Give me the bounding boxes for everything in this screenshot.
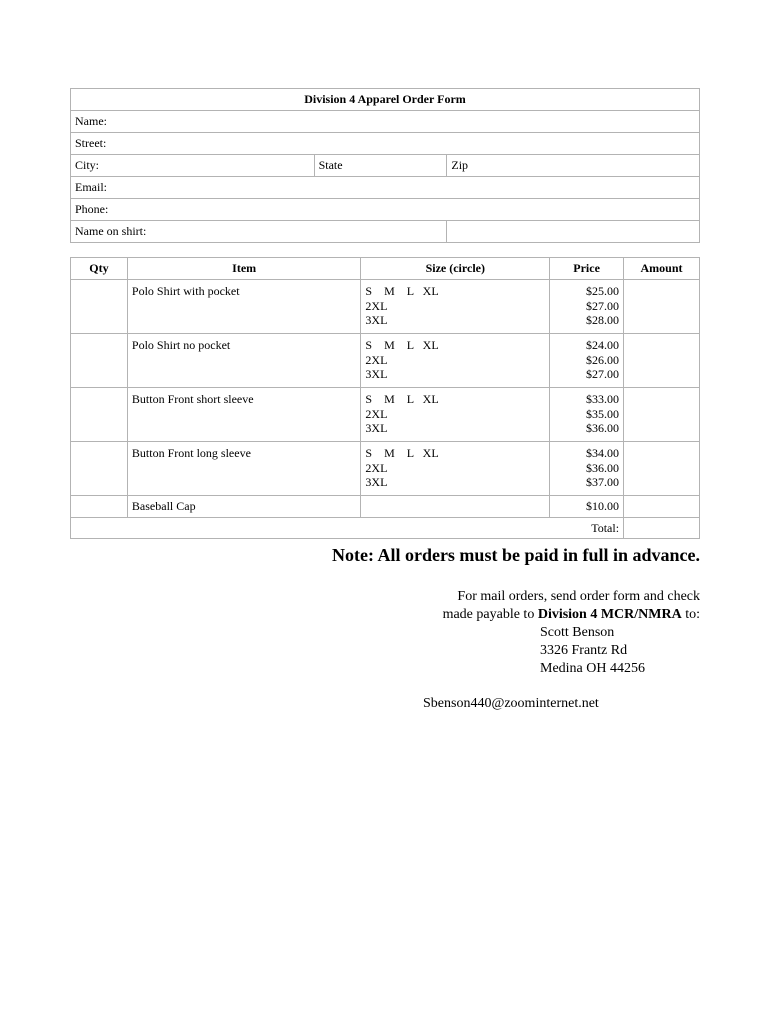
- mail-line-2: [443, 606, 700, 624]
- payable-suffix: to:: [681, 607, 700, 622]
- total-row: [71, 518, 700, 539]
- qty-cell[interactable]: [71, 442, 128, 496]
- item-name: Baseball Cap: [127, 496, 361, 518]
- order-row: [71, 334, 700, 388]
- amount-cell[interactable]: [624, 442, 700, 496]
- payee-name: Division 4 MCR/NMRA: [537, 607, 682, 622]
- order-row: [71, 280, 700, 334]
- size-line: 2XL: [365, 406, 388, 421]
- price-cell: [550, 280, 624, 334]
- payable-prefix: made payable to: [442, 607, 538, 622]
- price-line: $36.00: [586, 460, 620, 475]
- order-header-row: [71, 258, 700, 280]
- price-cell: $10.00: [550, 496, 624, 518]
- mailing-address: [540, 624, 645, 678]
- amount-cell[interactable]: [624, 334, 700, 388]
- size-header: Size (circle): [361, 258, 550, 280]
- price-line: $24.00: [586, 338, 620, 352]
- order-row-cap: [71, 496, 700, 518]
- form-title: Division 4 Apparel Order Form: [71, 89, 700, 111]
- customer-info-table: [70, 88, 700, 243]
- size-line: S M L XL: [365, 338, 439, 352]
- price-line: $36.00: [586, 421, 620, 436]
- address-city: Medina OH 44256: [540, 661, 645, 676]
- order-table: [70, 257, 700, 539]
- size-line: 2XL: [365, 352, 388, 367]
- price-cell: [550, 334, 624, 388]
- total-label: Total:: [71, 518, 624, 539]
- email-field[interactable]: Email:: [71, 177, 700, 199]
- mail-line-1: For mail orders, send order form and check: [457, 589, 700, 604]
- payment-note: Note: All orders must be paid in full in advance.: [331, 545, 700, 565]
- qty-header: Qty: [71, 258, 128, 280]
- price-cell: [550, 442, 624, 496]
- amount-cell[interactable]: [624, 280, 700, 334]
- size-options: [361, 496, 550, 518]
- price-line: $25.00: [586, 284, 620, 298]
- order-row: [71, 388, 700, 442]
- price-header: Price: [550, 258, 624, 280]
- item-header: Item: [127, 258, 361, 280]
- amount-cell[interactable]: [624, 388, 700, 442]
- size-line: S M L XL: [365, 284, 439, 298]
- price-line: $35.00: [586, 406, 620, 421]
- price-line: $27.00: [586, 367, 620, 382]
- qty-cell[interactable]: [71, 388, 128, 442]
- state-field[interactable]: State: [314, 155, 447, 177]
- size-line: 3XL: [365, 367, 388, 382]
- size-line: 3XL: [365, 421, 388, 436]
- contact-email[interactable]: Sbenson440@zoominternet.net: [423, 696, 599, 711]
- mail-instructions: [443, 588, 700, 624]
- size-line: 3XL: [365, 475, 388, 490]
- street-field[interactable]: Street:: [71, 133, 700, 155]
- size-options[interactable]: [361, 442, 550, 496]
- address-name: Scott Benson: [540, 625, 615, 640]
- price-line: $27.00: [586, 298, 620, 313]
- size-line: 3XL: [365, 313, 388, 328]
- size-line: S M L XL: [365, 392, 439, 406]
- price-line: $37.00: [586, 475, 620, 490]
- size-options[interactable]: [361, 334, 550, 388]
- qty-cell[interactable]: [71, 496, 128, 518]
- name-on-shirt-field[interactable]: Name on shirt:: [71, 221, 447, 243]
- qty-cell[interactable]: [71, 334, 128, 388]
- price-line: $33.00: [586, 392, 620, 406]
- order-row: [71, 442, 700, 496]
- amount-cell[interactable]: [624, 496, 700, 518]
- price-line: $26.00: [586, 352, 620, 367]
- size-options[interactable]: [361, 388, 550, 442]
- total-amount-cell[interactable]: [624, 518, 700, 539]
- price-line: $28.00: [586, 313, 620, 328]
- size-line: 2XL: [365, 460, 388, 475]
- address-street: 3326 Frantz Rd: [540, 643, 628, 658]
- size-options[interactable]: [361, 280, 550, 334]
- size-line: S M L XL: [365, 446, 439, 460]
- qty-cell[interactable]: [71, 280, 128, 334]
- item-name: Polo Shirt no pocket: [127, 334, 361, 388]
- item-name: Button Front short sleeve: [127, 388, 361, 442]
- size-line: 2XL: [365, 298, 388, 313]
- zip-field[interactable]: Zip: [447, 155, 700, 177]
- item-name: Polo Shirt with pocket: [127, 280, 361, 334]
- amount-header: Amount: [624, 258, 700, 280]
- price-line: $34.00: [586, 446, 620, 460]
- item-name: Button Front long sleeve: [127, 442, 361, 496]
- phone-field[interactable]: Phone:: [71, 199, 700, 221]
- price-cell: [550, 388, 624, 442]
- name-field[interactable]: Name:: [71, 111, 700, 133]
- name-on-shirt-value[interactable]: [447, 221, 700, 243]
- city-field[interactable]: City:: [71, 155, 315, 177]
